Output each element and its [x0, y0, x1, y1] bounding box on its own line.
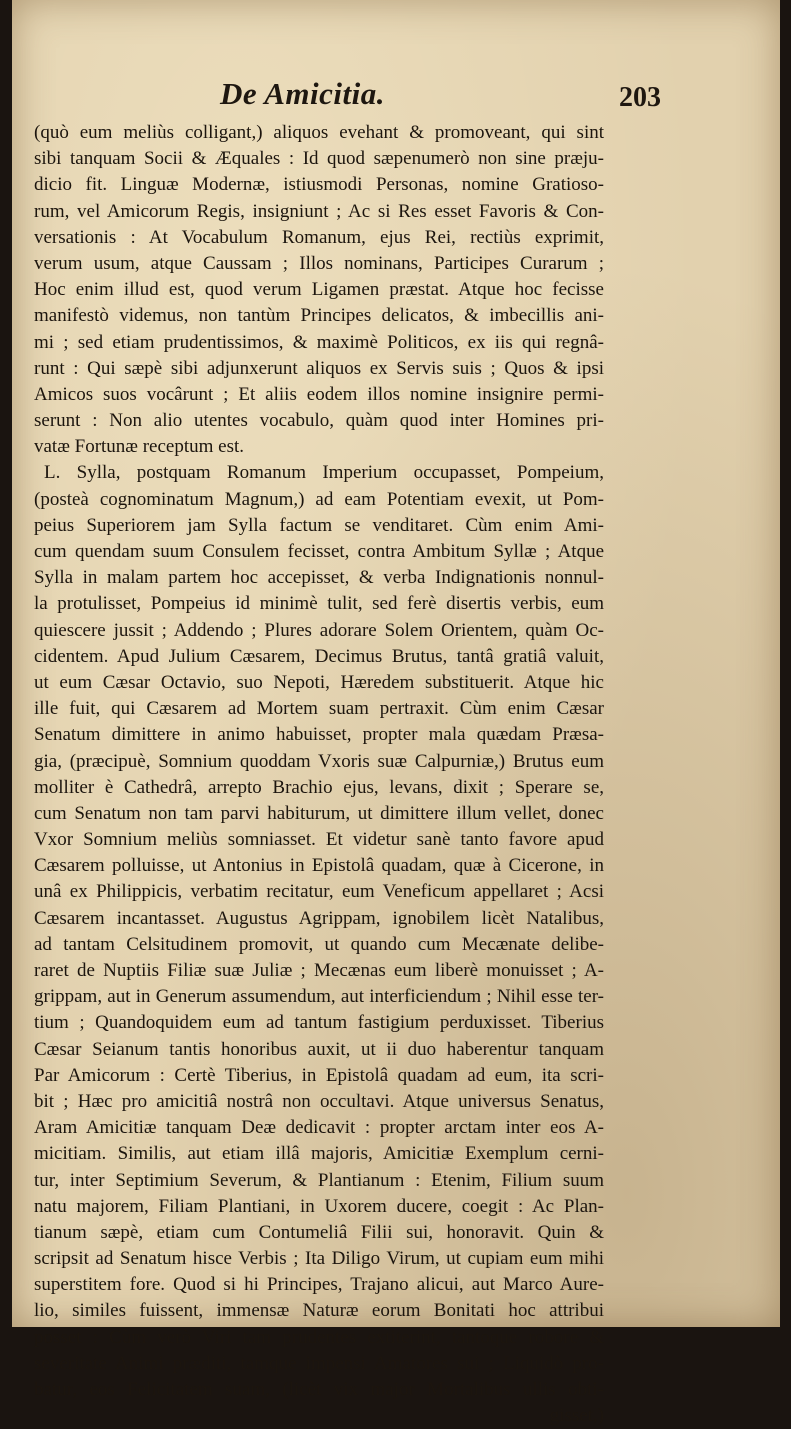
- book-page: [12, 0, 780, 1427]
- text-line: tium ; Quandoquidem eum ad tantum fastigium perduxisset. Tiberius: [34, 1012, 604, 1034]
- text-line: batur, eos Felicitatem suam, (licèt vix major Mortalibus ullis obti-: [34, 1379, 604, 1400]
- last-line: gisset,): [549, 1405, 604, 1427]
- text-line: Cæsarem incantasset. Augustus Agrippam, ignobilem licèt Natalibus,: [34, 907, 604, 929]
- text-line: Senatum dimittere in animo habuisset, propter mala quædam Præsa-: [34, 724, 604, 746]
- text-line: Cæsarem polluisse, ut Antonius in Epistolâ quadam, quæ à Cicerone, in: [34, 855, 604, 877]
- page-number: 203: [619, 82, 661, 113]
- text-line: Aram Amicitiæ tanquam Deæ dedicavit : propter arctam inter eos A-: [34, 1117, 604, 1139]
- text-line: vatæ Fortunæ receptum est.: [34, 436, 245, 458]
- text-line: mi ; sed etiam prudentissimos, & maximè Politicos, ex iis qui regnâ-: [34, 331, 604, 353]
- text-line: Sylla in malam partem hoc accepisset, & verba Indignationis nonnul-: [34, 567, 604, 589]
- text-line: severitate Animi præditi, tamque impensi Amatores sui ; Liquidò pro-: [34, 1352, 604, 1374]
- text-line: Hoc enim illud est, quod verum Ligamen præstat. Atque hoc fecisse: [34, 279, 604, 301]
- text-line: cum quendam suum Consulem fecisset, contra Ambitum Syllæ ; Atque: [34, 541, 604, 562]
- text-line: unâ ex Philippicis, verbatim recitatur, eum Veneficum appellaret ; Acsi: [34, 881, 604, 903]
- text-line: scripsit ad Senatum hisce Verbis ; Ita Diligo Virum, ut cupiam eum mihi: [34, 1248, 604, 1270]
- text-line: verum usum, atque Caussam ; Illos nominans, Participes Curarum ;: [34, 252, 604, 274]
- paragraph-start-line: L. Sylla, postquam Romanum Imperium occupasset, Pompeium,: [44, 462, 604, 484]
- text-line: gia, (præcipuè, Somnium quoddam Vxoris suæ Calpurniæ,) Brutus eum: [34, 750, 604, 772]
- text-line: bit ; Hæc pro amicitiâ nostrâ non occultavi. Atque universus Senatus,: [34, 1090, 604, 1112]
- text-line: ad tantam Celsitudinem promovit, ut quando cum Mecænate delibe-: [34, 933, 604, 955]
- text-line: posset : Cùm verò Viri tam prudentes extiterint, tantoque robore &: [34, 1326, 604, 1348]
- text-line: micitiam. Similis, aut etiam illâ majoris, Amicitiæ Exemplum cerni-: [34, 1143, 604, 1165]
- text-line: quiescere jussit ; Addendo ; Plures adorare Solem Orientem, quàm Oc-: [34, 619, 604, 641]
- text-line: serunt : Non alio utentes vocabulo, quàm quod inter Homines pri-: [34, 410, 604, 432]
- text-line: raret de Nuptiis Filiæ suæ Juliæ ; Mecænas eum liberè monuisset ; A-: [34, 960, 604, 981]
- text-line: (posteà cognominatum Magnum,) ad eam Potentiam evexit, ut Pom-: [34, 488, 604, 510]
- text-line: manifestò videmus, non tantùm Principes delicatos, & imbecillis ani-: [34, 305, 604, 327]
- text-line: peius Superiorem jam Sylla factum se venditaret. Cùm enim Ami-: [34, 514, 604, 536]
- text-line: molliter è Cathedrâ, arrepto Brachio ejus, levans, dixit ; Sperare se,: [34, 776, 604, 798]
- text-line: ut eum Cæsar Octavio, suo Nepoti, Hæredem substituerit. Atque hic: [34, 671, 604, 693]
- text-line: tur, inter Septimium Severum, & Plantianum : Etenim, Filium suum: [34, 1169, 604, 1191]
- text-line: lio, similes fuissent, immensæ Naturæ eorum Bonitati hoc attribui: [34, 1300, 604, 1322]
- text-line: cum Senatum non tam parvi habiturum, ut dimittere illum vellet, donec: [34, 802, 604, 824]
- text-line: Par Amicorum : Certè Tiberius, in Epistolâ quadam ad eum, ita scri-: [34, 1064, 604, 1086]
- text-line: versationis : At Vocabulum Romanum, ejus Rei, rectiùs exprimit,: [34, 226, 604, 248]
- text-line: sibi tanquam Socii & Æquales : Id quod sæpenumerò non sine præju-: [34, 148, 604, 170]
- page-header: [12, 74, 780, 114]
- text-line: tianum sæpè, etiam cum Contumeliâ Filii sui, honoravit. Quin &: [34, 1221, 604, 1243]
- text-line: la protulisset, Pompeius id minimè tulit, sed ferè disertis verbis, eum: [34, 593, 604, 615]
- text-line: runt : Qui sæpè sibi adjunxerunt aliquos ex Servis suis ; Quos & ipsi: [34, 357, 604, 379]
- text-line: Vxor Somnium meliùs somniasset. Et videtur sanè tanto favore apud: [34, 829, 604, 851]
- text-line: Cæsar Seianum tantis honoribus auxit, ut ii duo haberentur tanquam: [34, 1038, 604, 1060]
- text-line: ille fuit, qui Cæsarem ad Mortem suam pertraxit. Cùm enim Cæsar: [34, 698, 604, 720]
- text-line: rum, vel Amicorum Regis, insigniunt ; Ac si Res esset Favoris & Con-: [34, 200, 604, 222]
- text-line: Amicos suos vocârunt ; Et aliis eodem illos nomine insignire permi-: [34, 383, 604, 405]
- text-line: natu majorem, Filiam Plantiani, in Uxorem ducere, coegit : Ac Plan-: [34, 1195, 604, 1217]
- text-line: (quò eum meliùs colligant,) aliquos evehant & promoveant, qui sint: [34, 122, 604, 143]
- text-line: superstitem fore. Quod si hi Principes, Trajano alicui, aut Marco Aure-: [34, 1274, 604, 1296]
- text-line: cidentem. Apud Julium Cæsarem, Decimus Brutus, tantâ gratiâ valuit,: [34, 645, 604, 667]
- body-text: [34, 120, 604, 1429]
- running-title: De Amicitia.: [220, 76, 385, 111]
- text-line: dicio fit. Linguæ Modernæ, istiusmodi Personas, nomine Gratioso-: [34, 174, 604, 196]
- text-line: grippam, aut in Generum assumendum, aut interficiendum ; Nihil esse ter-: [34, 986, 604, 1008]
